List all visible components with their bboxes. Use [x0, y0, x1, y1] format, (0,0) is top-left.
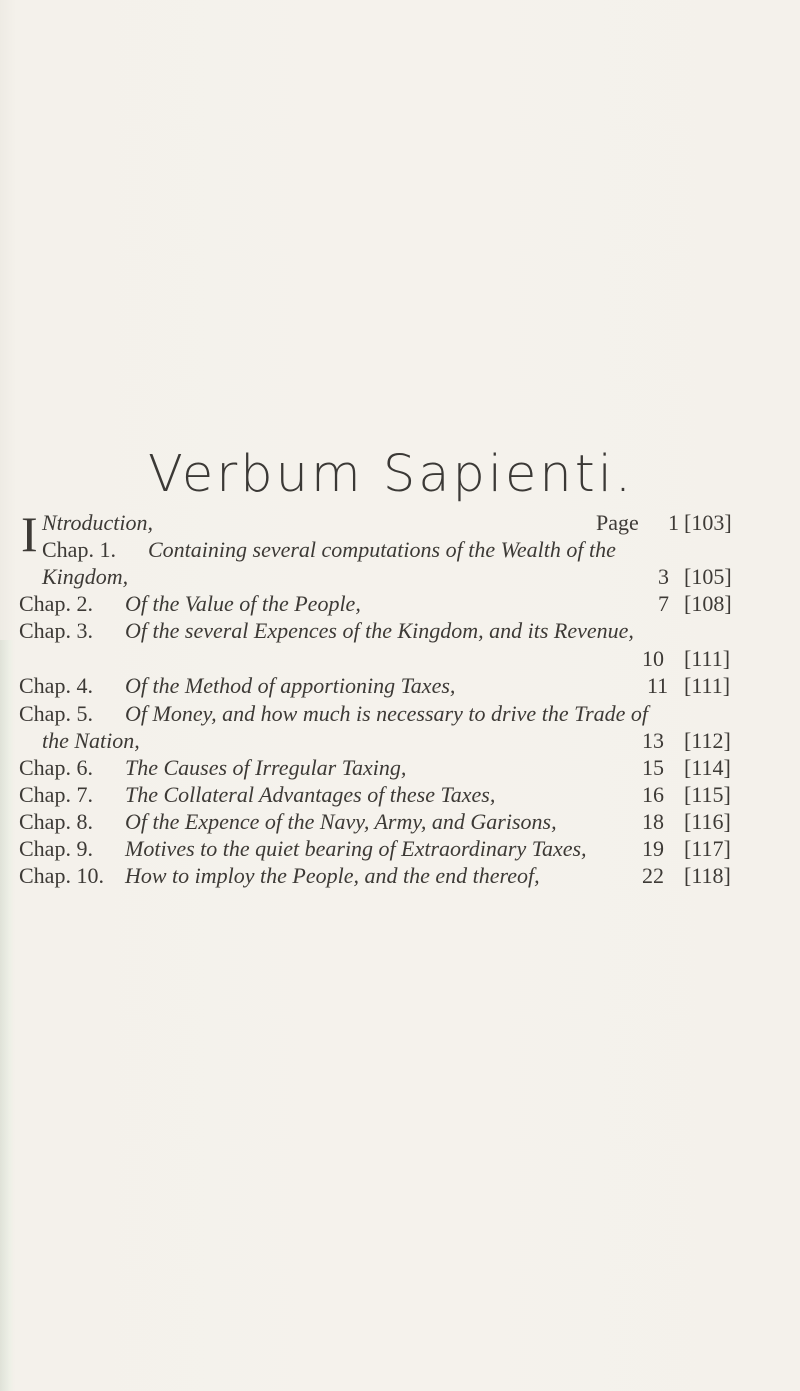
chapter-title: The Collateral Advantages of these Taxes,	[125, 782, 496, 807]
chapter-title-continuation: Kingdom,	[42, 564, 129, 589]
chapter-page: 19	[642, 836, 664, 861]
chapter-label: Chap. 1.	[42, 537, 116, 562]
chapter-page: 18	[642, 809, 664, 834]
toc-intro-ref: [103]	[684, 510, 732, 535]
chapter-title: Of the Method of apportioning Taxes,	[125, 673, 456, 698]
chapter-ref: [108]	[684, 591, 732, 616]
chapter-label: Chap. 4.	[19, 673, 93, 698]
chapter-page: 16	[642, 782, 664, 807]
chapter-label: Chap. 5.	[19, 701, 93, 726]
chapter-ref: [112]	[684, 728, 731, 753]
chapter-label: Chap. 3.	[19, 618, 93, 643]
chapter-title: Of the Expence of the Navy, Army, and Garisons,	[125, 809, 557, 834]
chapter-label: Chap. 6.	[19, 755, 93, 780]
chapter-label: Chap. 2.	[19, 591, 93, 616]
chapter-title: Containing several computations of the Wealth of the	[148, 537, 616, 562]
chapter-ref: [118]	[684, 863, 731, 888]
chapter-title: Of the several Expences of the Kingdom, and its Revenue,	[125, 618, 634, 643]
chapter-ref: [114]	[684, 755, 731, 780]
chapter-page: 11	[647, 673, 669, 698]
chapter-ref: [117]	[684, 836, 731, 861]
chapter-page: 3	[658, 564, 669, 589]
drop-initial: I	[21, 506, 38, 562]
chapter-label: Chap. 10.	[19, 863, 104, 888]
toc-intro-page-label: Page	[596, 510, 639, 535]
chapter-page: 22	[642, 863, 664, 888]
chapter-page: 15	[642, 755, 664, 780]
toc-intro-page: 1	[668, 510, 679, 535]
chapter-page: 10	[642, 646, 664, 671]
chapter-ref: [111]	[684, 673, 731, 698]
chapter-label: Chap. 8.	[19, 809, 93, 834]
chapter-ref: [111]	[684, 646, 731, 671]
toc-intro-title: Ntroduction,	[42, 510, 154, 535]
chapter-ref: [116]	[684, 809, 731, 834]
chapter-title: How to imploy the People, and the end thereof,	[125, 863, 540, 888]
chapter-title: The Causes of Irregular Taxing,	[125, 755, 407, 780]
chapter-ref: [115]	[684, 782, 731, 807]
chapter-title: Of Money, and how much is necessary to drive the Trade of	[125, 701, 649, 726]
chapter-label: Chap. 9.	[19, 836, 93, 861]
chapter-page: 13	[642, 728, 664, 753]
chapter-page: 7	[658, 591, 669, 616]
chapter-label: Chap. 7.	[19, 782, 93, 807]
chapter-title: Motives to the quiet bearing of Extraordinary Taxes,	[125, 836, 587, 861]
page-title: Verbum Sapienti.	[148, 445, 635, 504]
chapter-ref: [105]	[684, 564, 732, 589]
chapter-title: Of the Value of the People,	[125, 591, 361, 616]
chapter-title-continuation: the Nation,	[42, 728, 140, 753]
